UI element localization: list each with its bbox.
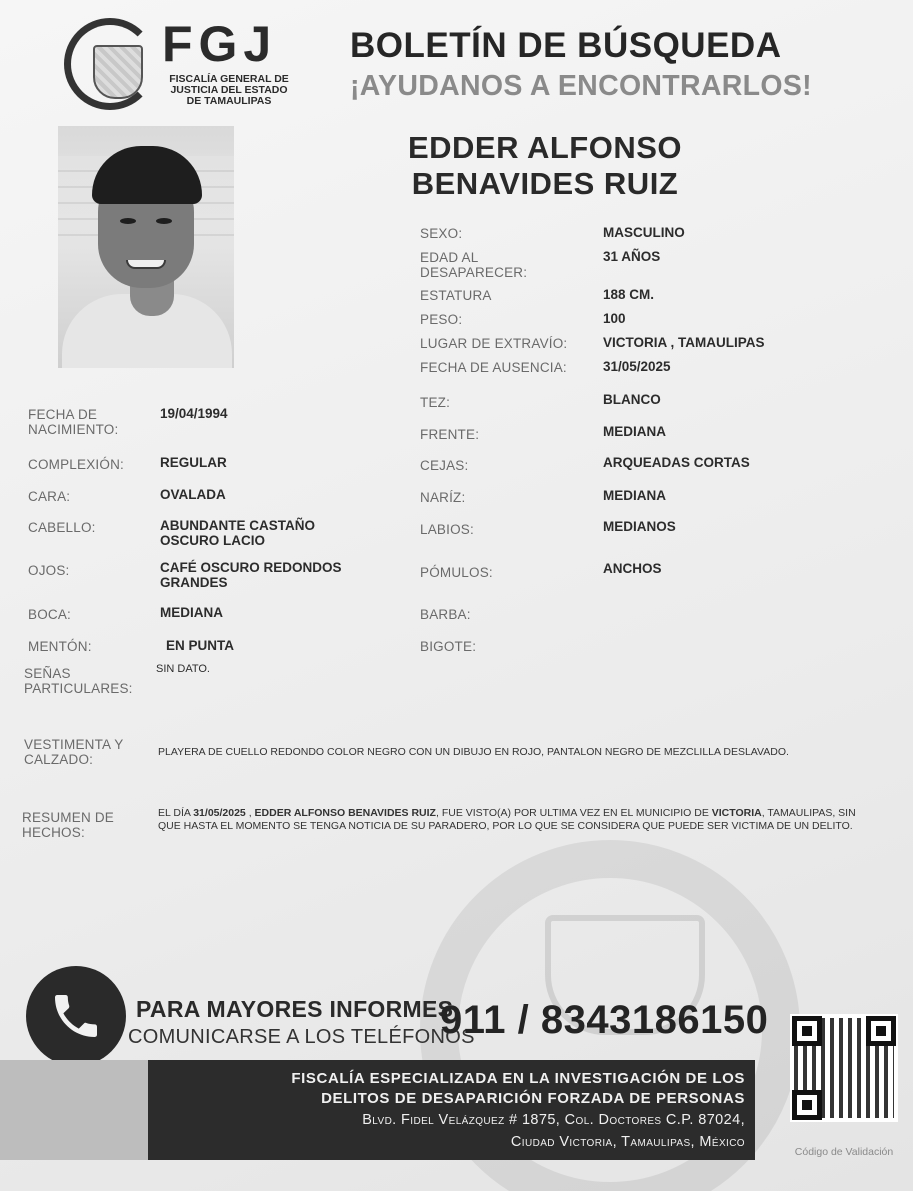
contact-phone-number[interactable]: 911 / 8343186150 <box>440 998 769 1042</box>
field-label-weight: PESO: <box>420 312 463 327</box>
field-value-cheekbones: ANCHOS <box>603 561 662 576</box>
field-value-forehead: MEDIANA <box>603 424 666 439</box>
field-value-lips: MEDIANOS <box>603 519 676 534</box>
field-label-forehead: FRENTE: <box>420 427 480 442</box>
person-name <box>400 130 690 202</box>
field-label-sex: SEXO: <box>420 226 463 241</box>
field-label-mustache: BIGOTE: <box>420 639 477 654</box>
field-label-beard: BARBA: <box>420 607 471 622</box>
field-label-distinguishing-marks: SEÑAS PARTICULARES: <box>24 666 133 696</box>
logo-subtitle: FISCALÍA GENERAL DE JUSTICIA DEL ESTADO DE TAMAULIPAS <box>169 73 289 107</box>
field-label-age: EDAD AL DESAPARECER: <box>420 250 528 280</box>
field-value-face: OVALADA <box>160 487 226 502</box>
footer-agency-bar <box>148 1060 755 1160</box>
footer-agency-line2: DELITOS DE DESAPARICIÓN FORZADA DE PERSONAS <box>321 1090 745 1107</box>
summary-text <box>158 807 858 833</box>
fgj-logo <box>64 18 294 110</box>
field-value-weight: 100 <box>603 311 626 326</box>
contact-subtitle: COMUNICARSE A LOS TELÉFONOS <box>128 1026 475 1048</box>
field-label-eyes: OJOS: <box>28 563 70 578</box>
qr-caption: Código de Validación <box>794 1146 894 1158</box>
field-value-birthdate: 19/04/1994 <box>160 406 228 421</box>
field-value-eyebrows: ARQUEADAS CORTAS <box>603 455 750 470</box>
field-label-lips: LABIOS: <box>420 522 474 537</box>
field-value-build: REGULAR <box>160 455 227 470</box>
field-value-sex: MASCULINO <box>603 225 685 240</box>
validation-qr-code[interactable] <box>790 1014 898 1122</box>
phone-icon <box>26 966 126 1066</box>
clothing-label: VESTIMENTA Y CALZADO: <box>24 737 124 767</box>
summary-place: VICTORIA <box>711 807 762 819</box>
person-name-line2: BENAVIDES RUIZ <box>411 166 679 201</box>
bulletin-title: BOLETÍN DE BÚSQUEDA <box>350 26 782 65</box>
field-value-distinguishing-marks: SIN DATO. <box>156 663 210 675</box>
summary-text-part3: , FUE VISTO(A) POR ULTIMA VEZ EN EL MUNICIPIO DE <box>435 807 712 819</box>
footer-address-line1: Blvd. Fidel Velázquez # 1875, Col. Doctores C.P. 87024, <box>362 1112 745 1128</box>
summary-text-part1: EL DÍA <box>158 807 194 819</box>
field-label-absence-date: FECHA DE AUSENCIA: <box>420 360 567 375</box>
summary-label: RESUMEN DE HECHOS: <box>22 810 115 840</box>
field-label-birthdate: FECHA DE NACIMIENTO: <box>28 407 119 437</box>
summary-date: 31/05/2025 <box>193 807 246 819</box>
person-photo <box>58 126 234 368</box>
field-label-eyebrows: CEJAS: <box>420 458 469 473</box>
bulletin-subtitle: ¡AYUDANOS A ENCONTRARLOS! <box>350 70 812 102</box>
summary-text-part2: , <box>245 807 255 819</box>
field-value-missing-place: VICTORIA , TAMAULIPAS <box>603 335 765 350</box>
field-value-chin: EN PUNTA <box>166 638 235 653</box>
state-seal-icon <box>64 18 156 110</box>
coat-of-arms-icon <box>93 45 143 99</box>
field-value-nose: MEDIANA <box>603 488 666 503</box>
field-label-hair: CABELLO: <box>28 520 96 535</box>
field-value-hair: ABUNDANTE CASTAÑO OSCURO LACIO <box>160 518 315 548</box>
field-label-mouth: BOCA: <box>28 607 72 622</box>
summary-person-name: EDDER ALFONSO BENAVIDES RUIZ <box>254 807 436 819</box>
field-label-chin: MENTÓN: <box>28 639 92 654</box>
contact-title: PARA MAYORES INFORMES, <box>136 996 460 1022</box>
field-value-mouth: MEDIANA <box>160 605 223 620</box>
field-value-height: 188 CM. <box>603 287 655 302</box>
field-label-height: ESTATURA <box>420 288 492 303</box>
field-value-absence-date: 31/05/2025 <box>603 359 671 374</box>
footer-agency-line1: FISCALÍA ESPECIALIZADA EN LA INVESTIGACIÓN DE LOS <box>291 1070 745 1087</box>
field-label-cheekbones: PÓMULOS: <box>420 565 493 580</box>
field-label-build: COMPLEXIÓN: <box>28 457 124 472</box>
field-label-nose: NARÍZ: <box>420 490 466 505</box>
field-label-missing-place: LUGAR DE EXTRAVÍO: <box>420 336 568 351</box>
footer-address-line2: Ciudad Victoria, Tamaulipas, México <box>510 1134 745 1150</box>
field-label-face: CARA: <box>28 489 71 504</box>
field-label-complexion-tone: TEZ: <box>420 395 451 410</box>
logo-acronym: FGJ <box>162 16 278 72</box>
summary-text-part4: , TAMAULIPAS, SIN QUE HASTA EL MOMENTO SE TENGA NOTICIA DE SU PARADERO, POR LO QUE SE CONSIDERA QUE PUEDE SER VICTIMA DE UN DELITO. <box>158 807 856 832</box>
field-value-age: 31 AÑOS <box>603 249 661 264</box>
person-name-line1: EDDER ALFONSO <box>407 130 683 165</box>
clothing-description: PLAYERA DE CUELLO REDONDO COLOR NEGRO CON UN DIBUJO EN ROJO, PANTALON NEGRO DE MEZCLILLA DESLAVADO. <box>158 746 789 758</box>
field-value-complexion-tone: BLANCO <box>603 392 661 407</box>
field-value-eyes: CAFÉ OSCURO REDONDOS GRANDES <box>160 560 342 590</box>
